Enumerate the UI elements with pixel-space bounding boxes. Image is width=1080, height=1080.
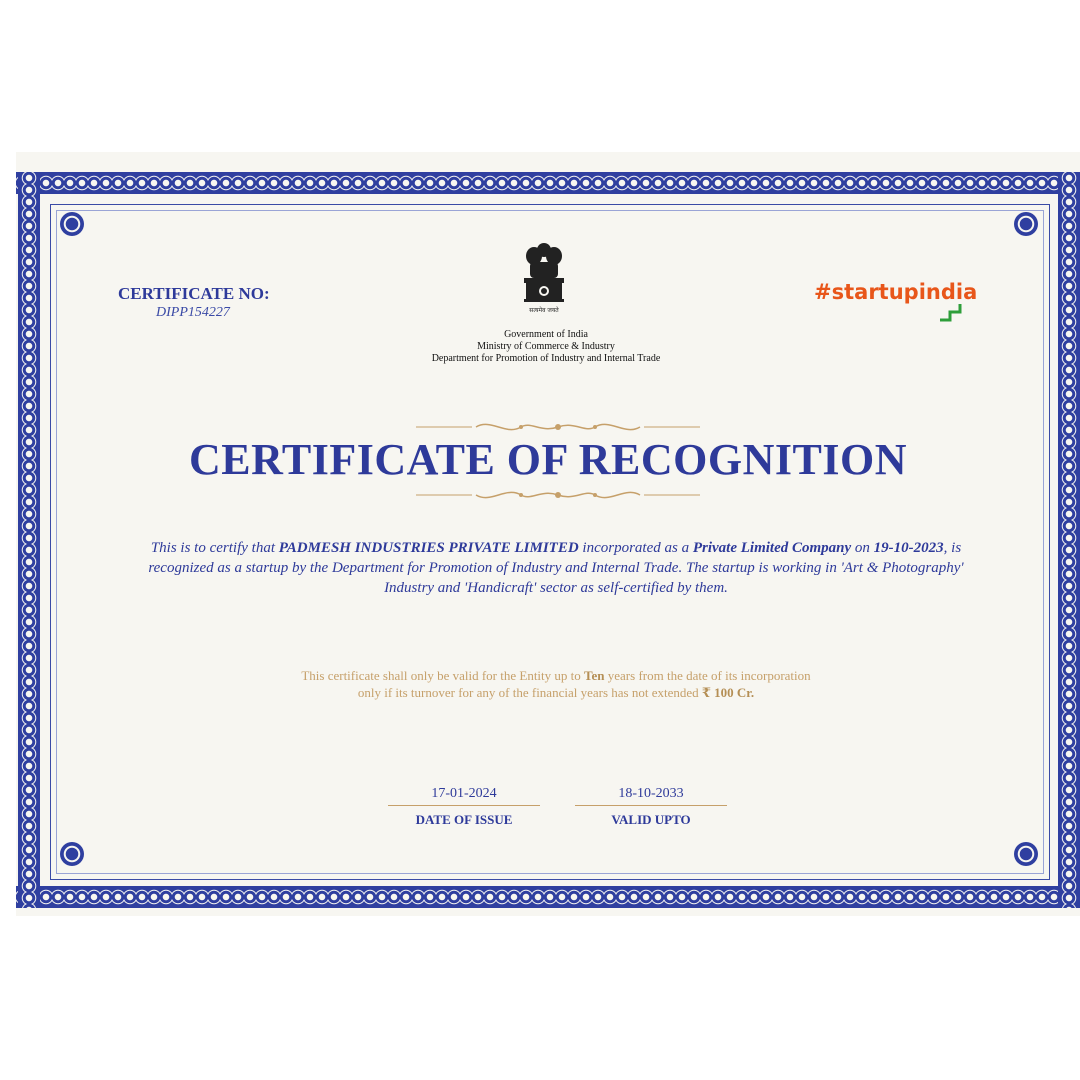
certificate-number-label: CERTIFICATE NO: <box>118 284 270 303</box>
validity-note: This certificate shall only be valid for the Entity up to Ten years from the date of its incorporation only if its turnover for any of the financial years has not extended ₹ 100 Cr. <box>301 668 811 700</box>
corner-circle-icon <box>1014 212 1038 236</box>
ornamental-border-right <box>1058 172 1080 908</box>
emblem-motto: सत्यमेव जयते <box>529 307 559 314</box>
certificate-title: CERTIFICATE OF RECOGNITION <box>189 435 907 484</box>
corner-circle-icon <box>60 212 84 236</box>
startupindia-logo: #startupindia <box>814 280 978 304</box>
startupindia-mark-icon <box>938 302 968 322</box>
company-type: Private Limited Company <box>692 540 852 556</box>
valid-upto-block <box>575 786 727 828</box>
certificate <box>16 152 1080 916</box>
gov-line-3: Department for Promotion of Industry and Internal Trade <box>431 353 661 364</box>
corner-circle-icon <box>1014 842 1038 866</box>
company-name: PADMESH INDUSTRIES PRIVATE LIMITED <box>278 540 579 556</box>
issue-date-label: DATE OF ISSUE <box>415 812 513 827</box>
certificate-number: DIPP154227 <box>156 305 230 320</box>
ornamental-border-left <box>18 172 40 908</box>
issue-date: 17-01-2024 <box>388 786 540 806</box>
certification-statement: This is to certify that PADMESH INDUSTRIES PRIVATE LIMITED incorporated as a Private Limited Company on 19-10-2023, is recognized as a startup by the Department for Promotion of Industry and Internal Trade. The startup is working in 'Art & Photography' Industry and 'Handicraft' sector as self-certified by them. <box>148 540 964 596</box>
valid-upto-date: 18-10-2033 <box>575 786 727 806</box>
issue-date-block <box>388 786 540 828</box>
valid-upto-label: VALID UPTO <box>611 812 691 827</box>
gov-line-1: Government of India <box>504 329 588 340</box>
national-emblem-icon <box>516 240 572 316</box>
title-ornament-bottom-icon <box>416 486 700 504</box>
incorporation-date: 19-10-2023 <box>873 540 944 556</box>
ornamental-border-top <box>16 172 1080 194</box>
gov-line-2: Ministry of Commerce & Industry <box>477 341 615 352</box>
issuing-authority <box>336 329 756 365</box>
ornamental-border-bottom <box>16 886 1080 908</box>
corner-circle-icon <box>60 842 84 866</box>
